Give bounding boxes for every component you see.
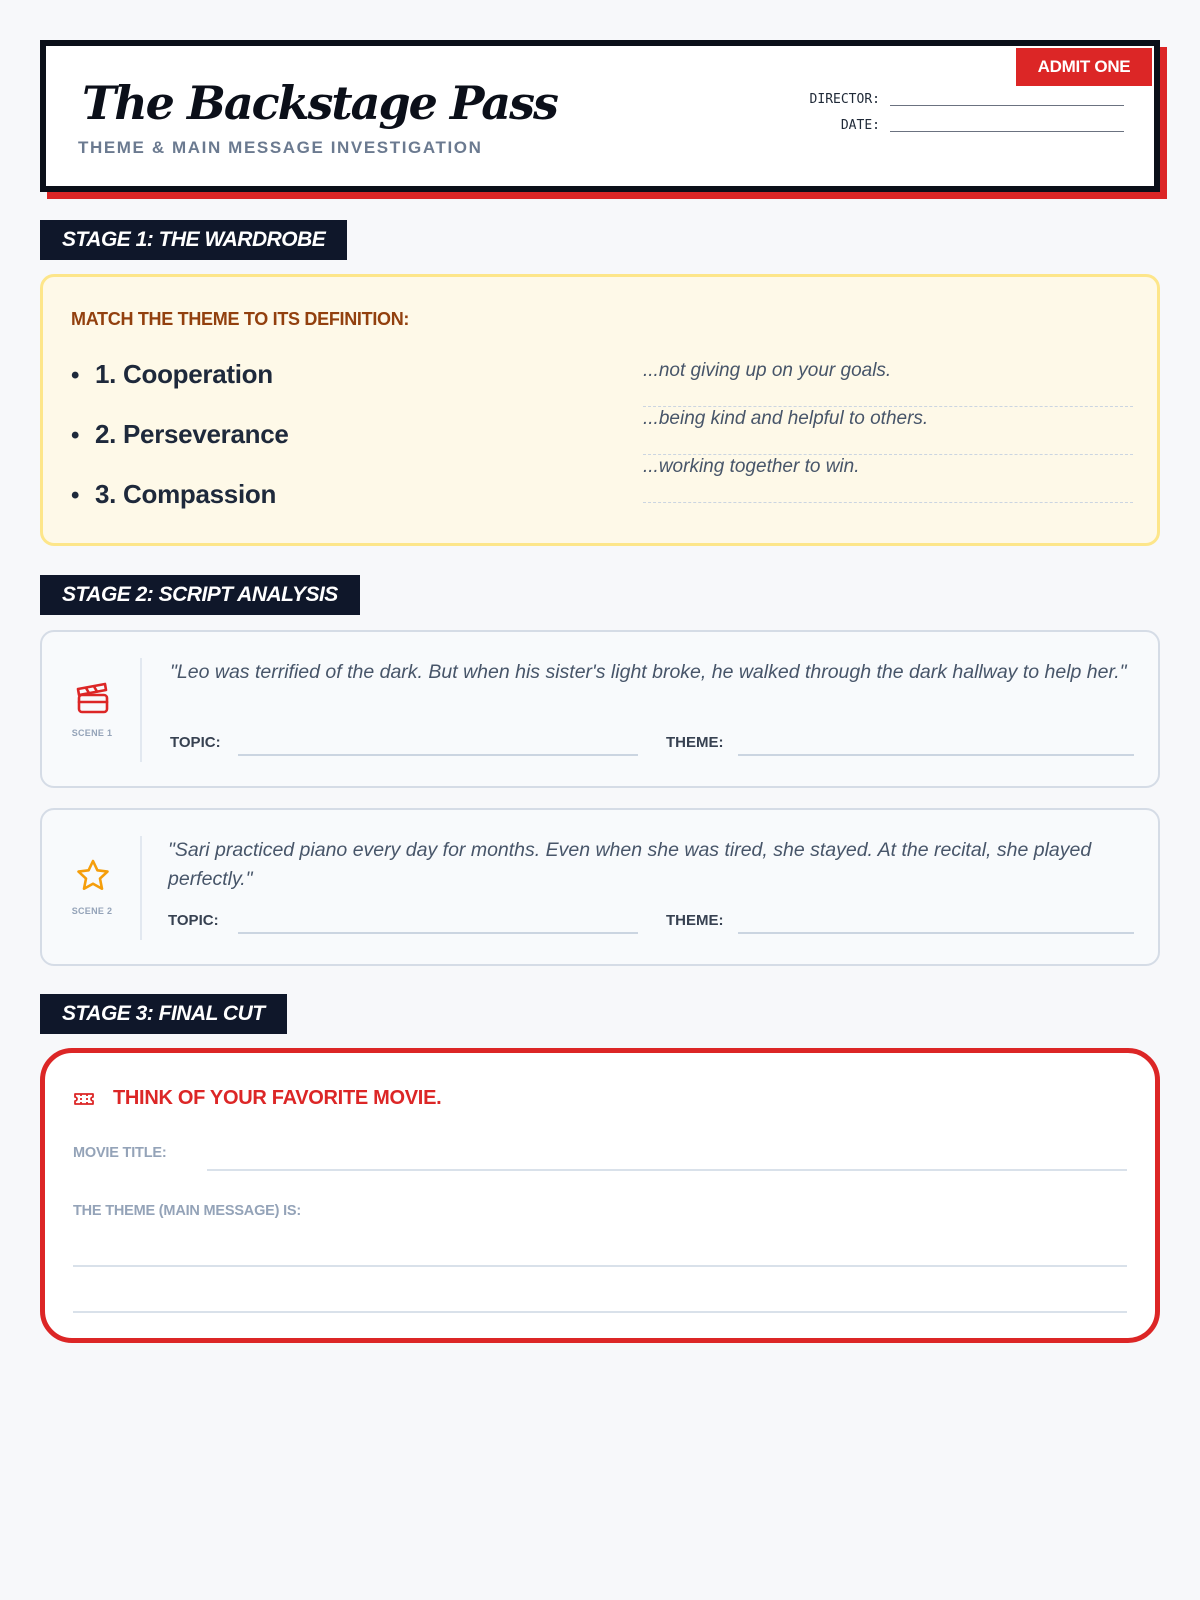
scene-quote: "Sari practiced piano every day for months. Even when she was tired, she stayed. At the recital, she played perfectly." (168, 839, 1092, 890)
main-message-label: THE THEME (MAIN MESSAGE) IS: (73, 1203, 302, 1219)
final-cut-prompt: THINK OF YOUR FAVORITE MOVIE. (113, 1087, 442, 1109)
topic-line[interactable] (238, 932, 638, 934)
date-field (790, 118, 1124, 133)
scene-icon-column (42, 658, 142, 762)
theme-item: • 2. Perseverance (71, 419, 289, 479)
scene-card (40, 808, 1160, 966)
match-instruction: MATCH THE THEME TO ITS DEFINITION: (71, 309, 410, 329)
theme-label: THEME: (666, 912, 724, 929)
stage3-heading: STAGE 3: FINAL CUT (40, 994, 287, 1034)
topic-label: TOPIC: (168, 912, 219, 929)
scene-quote: "Leo was terrified of the dark. But when his sister's light broke, he walked through the dark hallway to help her." (170, 661, 1127, 683)
movie-title-label: MOVIE TITLE: (73, 1145, 167, 1161)
scene-label: SCENE 2 (71, 906, 113, 916)
topic-label: TOPIC: (170, 734, 221, 751)
topic-line[interactable] (238, 754, 638, 756)
ticket-icon (73, 1090, 95, 1108)
clapperboard-icon (75, 680, 111, 716)
scene-card (40, 630, 1160, 788)
admit-one-badge: ADMIT ONE (1016, 48, 1152, 86)
stage2-heading: STAGE 2: SCRIPT ANALYSIS (40, 575, 360, 615)
stage1-heading: STAGE 1: THE WARDROBE (40, 220, 347, 260)
definition-item: ...working together to win. (643, 455, 1133, 503)
theme-line[interactable] (738, 932, 1134, 934)
theme-label: THEME: (666, 734, 724, 751)
director-field (790, 92, 1124, 107)
scene-icon-column (42, 836, 142, 940)
date-line[interactable] (890, 120, 1124, 132)
header-ticket (40, 40, 1160, 192)
director-line[interactable] (890, 94, 1124, 106)
main-message-line[interactable] (73, 1265, 1127, 1267)
star-icon (75, 858, 111, 894)
movie-title-line[interactable] (207, 1169, 1127, 1171)
theme-line[interactable] (738, 754, 1134, 756)
scene-label: SCENE 1 (71, 728, 113, 738)
definition-item: ...not giving up on your goals. (643, 359, 1133, 407)
definition-item: ...being kind and helpful to others. (643, 407, 1133, 455)
page-subtitle: THEME & MAIN MESSAGE INVESTIGATION (78, 138, 483, 157)
theme-item: • 1. Cooperation (71, 359, 289, 419)
final-cut-box (40, 1048, 1160, 1343)
director-label: DIRECTOR: (809, 92, 880, 107)
date-label: DATE: (840, 118, 880, 133)
theme-list (71, 359, 289, 539)
wardrobe-box (40, 274, 1160, 546)
definition-list (643, 359, 1133, 503)
theme-item: • 3. Compassion (71, 479, 289, 539)
main-message-line[interactable] (73, 1311, 1127, 1313)
page-title: The Backstage Pass (82, 76, 557, 130)
